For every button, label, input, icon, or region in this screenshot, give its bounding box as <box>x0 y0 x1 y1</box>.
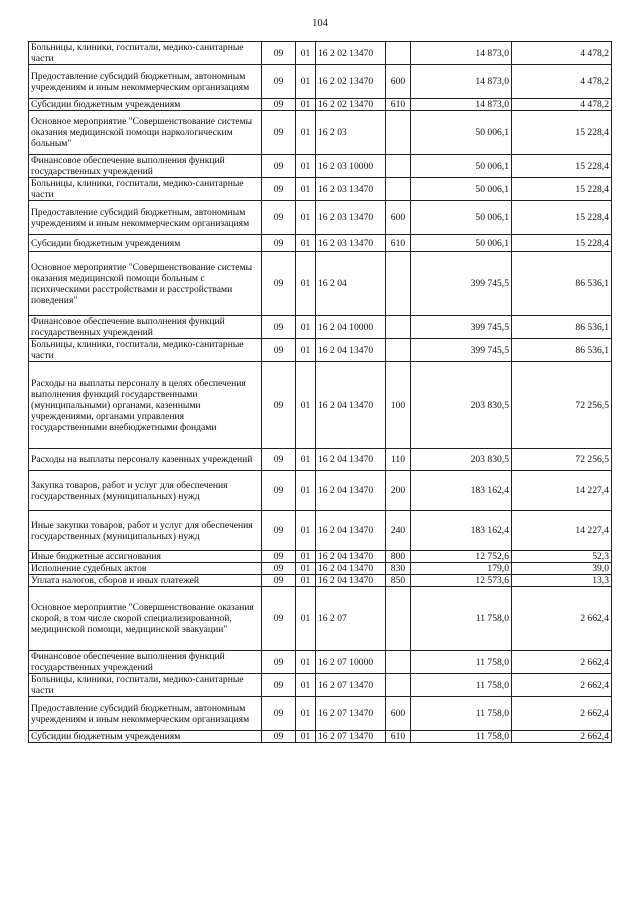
amount-plan: 12 573,6 <box>411 575 512 587</box>
table-row <box>29 575 612 587</box>
item-name: Финансовое обеспечение выполнения функций государственных учреждений <box>29 651 262 674</box>
expense-type-code <box>386 111 411 155</box>
subsection-code: 01 <box>296 449 316 471</box>
expense-type-code <box>386 42 411 65</box>
expense-type-code <box>386 178 411 201</box>
amount-plan: 399 745,5 <box>411 316 512 339</box>
subsection-code: 01 <box>296 674 316 697</box>
amount-plan: 183 162,4 <box>411 471 512 511</box>
section-code: 09 <box>262 674 296 697</box>
section-code: 09 <box>262 42 296 65</box>
table-row <box>29 252 612 316</box>
subsection-code: 01 <box>296 587 316 651</box>
item-name: Предоставление субсидий бюджетным, автономным учреждениям и иным некоммерческим организациям <box>29 201 262 235</box>
section-code: 09 <box>262 178 296 201</box>
item-name: Основное мероприятие "Совершенствование оказания скорой, в том числе скорой специализированной, медицинской помощи, медицинской эвакуации" <box>29 587 262 651</box>
table-row <box>29 362 612 449</box>
item-name: Иные бюджетные ассигнования <box>29 551 262 563</box>
expense-type-code <box>386 252 411 316</box>
expense-type-code: 100 <box>386 362 411 449</box>
expense-type-code: 800 <box>386 551 411 563</box>
target-article-code: 16 2 03 13470 <box>316 201 386 235</box>
amount-executed: 15 228,4 <box>512 111 612 155</box>
expense-type-code: 610 <box>386 235 411 252</box>
target-article-code: 16 2 02 13470 <box>316 99 386 111</box>
item-name: Больницы, клиники, госпитали, медико-санитарные части <box>29 339 262 362</box>
section-code: 09 <box>262 511 296 551</box>
target-article-code: 16 2 04 13470 <box>316 362 386 449</box>
subsection-code: 01 <box>296 316 316 339</box>
expense-type-code: 600 <box>386 697 411 731</box>
amount-plan: 11 758,0 <box>411 587 512 651</box>
section-code: 09 <box>262 449 296 471</box>
subsection-code: 01 <box>296 651 316 674</box>
amount-plan: 50 006,1 <box>411 178 512 201</box>
section-code: 09 <box>262 587 296 651</box>
target-article-code: 16 2 07 13470 <box>316 674 386 697</box>
amount-executed: 14 227,4 <box>512 511 612 551</box>
amount-plan: 203 830,5 <box>411 449 512 471</box>
section-code: 09 <box>262 111 296 155</box>
item-name: Расходы на выплаты персоналу в целях обеспечения выполнения функций государственными (муниципальными) органами, казенными учреждениями, органами управления государственными внебюджетными фондами <box>29 362 262 449</box>
subsection-code: 01 <box>296 42 316 65</box>
amount-executed: 15 228,4 <box>512 178 612 201</box>
section-code: 09 <box>262 155 296 178</box>
target-article-code: 16 2 04 <box>316 252 386 316</box>
item-name: Расходы на выплаты персоналу казенных учреждений <box>29 449 262 471</box>
item-name: Предоставление субсидий бюджетным, автономным учреждениям и иным некоммерческим организациям <box>29 697 262 731</box>
target-article-code: 16 2 04 13470 <box>316 339 386 362</box>
table-row <box>29 339 612 362</box>
expense-type-code <box>386 587 411 651</box>
section-code: 09 <box>262 235 296 252</box>
target-article-code: 16 2 04 10000 <box>316 316 386 339</box>
amount-plan: 50 006,1 <box>411 155 512 178</box>
subsection-code: 01 <box>296 201 316 235</box>
subsection-code: 01 <box>296 697 316 731</box>
expense-type-code: 600 <box>386 201 411 235</box>
table-row <box>29 731 612 743</box>
table-row <box>29 651 612 674</box>
amount-plan: 14 873,0 <box>411 42 512 65</box>
expense-type-code <box>386 155 411 178</box>
target-article-code: 16 2 04 13470 <box>316 449 386 471</box>
target-article-code: 16 2 03 <box>316 111 386 155</box>
expense-type-code: 200 <box>386 471 411 511</box>
budget-table <box>28 41 612 743</box>
amount-executed: 13,3 <box>512 575 612 587</box>
amount-plan: 11 758,0 <box>411 731 512 743</box>
table-row <box>29 201 612 235</box>
table-row <box>29 178 612 201</box>
subsection-code: 01 <box>296 252 316 316</box>
target-article-code: 16 2 07 <box>316 587 386 651</box>
amount-executed: 4 478,2 <box>512 42 612 65</box>
table-row <box>29 235 612 252</box>
subsection-code: 01 <box>296 471 316 511</box>
target-article-code: 16 2 04 13470 <box>316 471 386 511</box>
amount-plan: 50 006,1 <box>411 235 512 252</box>
subsection-code: 01 <box>296 155 316 178</box>
target-article-code: 16 2 07 13470 <box>316 697 386 731</box>
target-article-code: 16 2 04 13470 <box>316 563 386 575</box>
expense-type-code: 610 <box>386 99 411 111</box>
amount-executed: 39,0 <box>512 563 612 575</box>
section-code: 09 <box>262 471 296 511</box>
expense-type-code <box>386 339 411 362</box>
amount-plan: 14 873,0 <box>411 65 512 99</box>
amount-executed: 52,3 <box>512 551 612 563</box>
table-row <box>29 155 612 178</box>
expense-type-code: 110 <box>386 449 411 471</box>
table-row <box>29 511 612 551</box>
target-article-code: 16 2 03 13470 <box>316 178 386 201</box>
section-code: 09 <box>262 697 296 731</box>
item-name: Основное мероприятие "Совершенствование системы оказания медицинской помощи наркологическим больным" <box>29 111 262 155</box>
target-article-code: 16 2 02 13470 <box>316 65 386 99</box>
expense-type-code: 600 <box>386 65 411 99</box>
subsection-code: 01 <box>296 362 316 449</box>
section-code: 09 <box>262 99 296 111</box>
subsection-code: 01 <box>296 575 316 587</box>
amount-executed: 2 662,4 <box>512 731 612 743</box>
section-code: 09 <box>262 339 296 362</box>
amount-executed: 72 256,5 <box>512 362 612 449</box>
subsection-code: 01 <box>296 235 316 252</box>
target-article-code: 16 2 04 13470 <box>316 575 386 587</box>
item-name: Финансовое обеспечение выполнения функций государственных учреждений <box>29 316 262 339</box>
amount-executed: 15 228,4 <box>512 235 612 252</box>
table-row <box>29 42 612 65</box>
expense-type-code <box>386 674 411 697</box>
item-name: Закупка товаров, работ и услуг для обеспечения государственных (муниципальных) нужд <box>29 471 262 511</box>
amount-executed: 2 662,4 <box>512 651 612 674</box>
section-code: 09 <box>262 65 296 99</box>
section-code: 09 <box>262 551 296 563</box>
amount-executed: 2 662,4 <box>512 674 612 697</box>
amount-plan: 14 873,0 <box>411 99 512 111</box>
target-article-code: 16 2 03 13470 <box>316 235 386 252</box>
amount-executed: 15 228,4 <box>512 201 612 235</box>
target-article-code: 16 2 07 10000 <box>316 651 386 674</box>
expense-type-code: 850 <box>386 575 411 587</box>
amount-executed: 2 662,4 <box>512 587 612 651</box>
expense-type-code: 610 <box>386 731 411 743</box>
amount-plan: 399 745,5 <box>411 339 512 362</box>
target-article-code: 16 2 04 13470 <box>316 551 386 563</box>
subsection-code: 01 <box>296 563 316 575</box>
subsection-code: 01 <box>296 65 316 99</box>
amount-executed: 2 662,4 <box>512 697 612 731</box>
amount-plan: 11 758,0 <box>411 674 512 697</box>
target-article-code: 16 2 07 13470 <box>316 731 386 743</box>
subsection-code: 01 <box>296 339 316 362</box>
amount-plan: 179,0 <box>411 563 512 575</box>
item-name: Субсидии бюджетным учреждениям <box>29 235 262 252</box>
subsection-code: 01 <box>296 731 316 743</box>
subsection-code: 01 <box>296 551 316 563</box>
amount-executed: 15 228,4 <box>512 155 612 178</box>
table-row <box>29 587 612 651</box>
amount-executed: 86 536,1 <box>512 316 612 339</box>
item-name: Иные закупки товаров, работ и услуг для обеспечения государственных (муниципальных) нужд <box>29 511 262 551</box>
section-code: 09 <box>262 201 296 235</box>
target-article-code: 16 2 02 13470 <box>316 42 386 65</box>
expense-type-code <box>386 651 411 674</box>
section-code: 09 <box>262 362 296 449</box>
table-row <box>29 99 612 111</box>
table-row <box>29 111 612 155</box>
table-row <box>29 65 612 99</box>
section-code: 09 <box>262 563 296 575</box>
subsection-code: 01 <box>296 99 316 111</box>
table-row <box>29 471 612 511</box>
page-number: 104 <box>312 18 328 29</box>
table-row <box>29 697 612 731</box>
item-name: Субсидии бюджетным учреждениям <box>29 99 262 111</box>
target-article-code: 16 2 03 10000 <box>316 155 386 178</box>
expense-type-code <box>386 316 411 339</box>
item-name: Больницы, клиники, госпитали, медико-санитарные части <box>29 674 262 697</box>
section-code: 09 <box>262 651 296 674</box>
table-row <box>29 563 612 575</box>
item-name: Уплата налогов, сборов и иных платежей <box>29 575 262 587</box>
target-article-code: 16 2 04 13470 <box>316 511 386 551</box>
table-row <box>29 551 612 563</box>
item-name: Основное мероприятие "Совершенствование системы оказания медицинской помощи больным с психическими расстройствами и расстройствами поведения" <box>29 252 262 316</box>
expense-type-code: 830 <box>386 563 411 575</box>
section-code: 09 <box>262 316 296 339</box>
amount-plan: 12 752,6 <box>411 551 512 563</box>
section-code: 09 <box>262 252 296 316</box>
amount-executed: 86 536,1 <box>512 252 612 316</box>
amount-executed: 4 478,2 <box>512 99 612 111</box>
amount-executed: 72 256,5 <box>512 449 612 471</box>
table-row <box>29 674 612 697</box>
table-row <box>29 449 612 471</box>
item-name: Предоставление субсидий бюджетным, автономным учреждениям и иным некоммерческим организациям <box>29 65 262 99</box>
item-name: Больницы, клиники, госпитали, медико-санитарные части <box>29 178 262 201</box>
table-body <box>29 42 612 743</box>
item-name: Больницы, клиники, госпитали, медико-санитарные части <box>29 42 262 65</box>
item-name: Исполнение судебных актов <box>29 563 262 575</box>
amount-plan: 203 830,5 <box>411 362 512 449</box>
amount-plan: 399 745,5 <box>411 252 512 316</box>
amount-executed: 4 478,2 <box>512 65 612 99</box>
expense-type-code: 240 <box>386 511 411 551</box>
table-row <box>29 316 612 339</box>
amount-plan: 11 758,0 <box>411 697 512 731</box>
amount-plan: 50 006,1 <box>411 111 512 155</box>
amount-executed: 14 227,4 <box>512 471 612 511</box>
section-code: 09 <box>262 731 296 743</box>
item-name: Финансовое обеспечение выполнения функций государственных учреждений <box>29 155 262 178</box>
amount-plan: 183 162,4 <box>411 511 512 551</box>
amount-plan: 11 758,0 <box>411 651 512 674</box>
item-name: Субсидии бюджетным учреждениям <box>29 731 262 743</box>
subsection-code: 01 <box>296 178 316 201</box>
subsection-code: 01 <box>296 511 316 551</box>
amount-plan: 50 006,1 <box>411 201 512 235</box>
section-code: 09 <box>262 575 296 587</box>
subsection-code: 01 <box>296 111 316 155</box>
amount-executed: 86 536,1 <box>512 339 612 362</box>
